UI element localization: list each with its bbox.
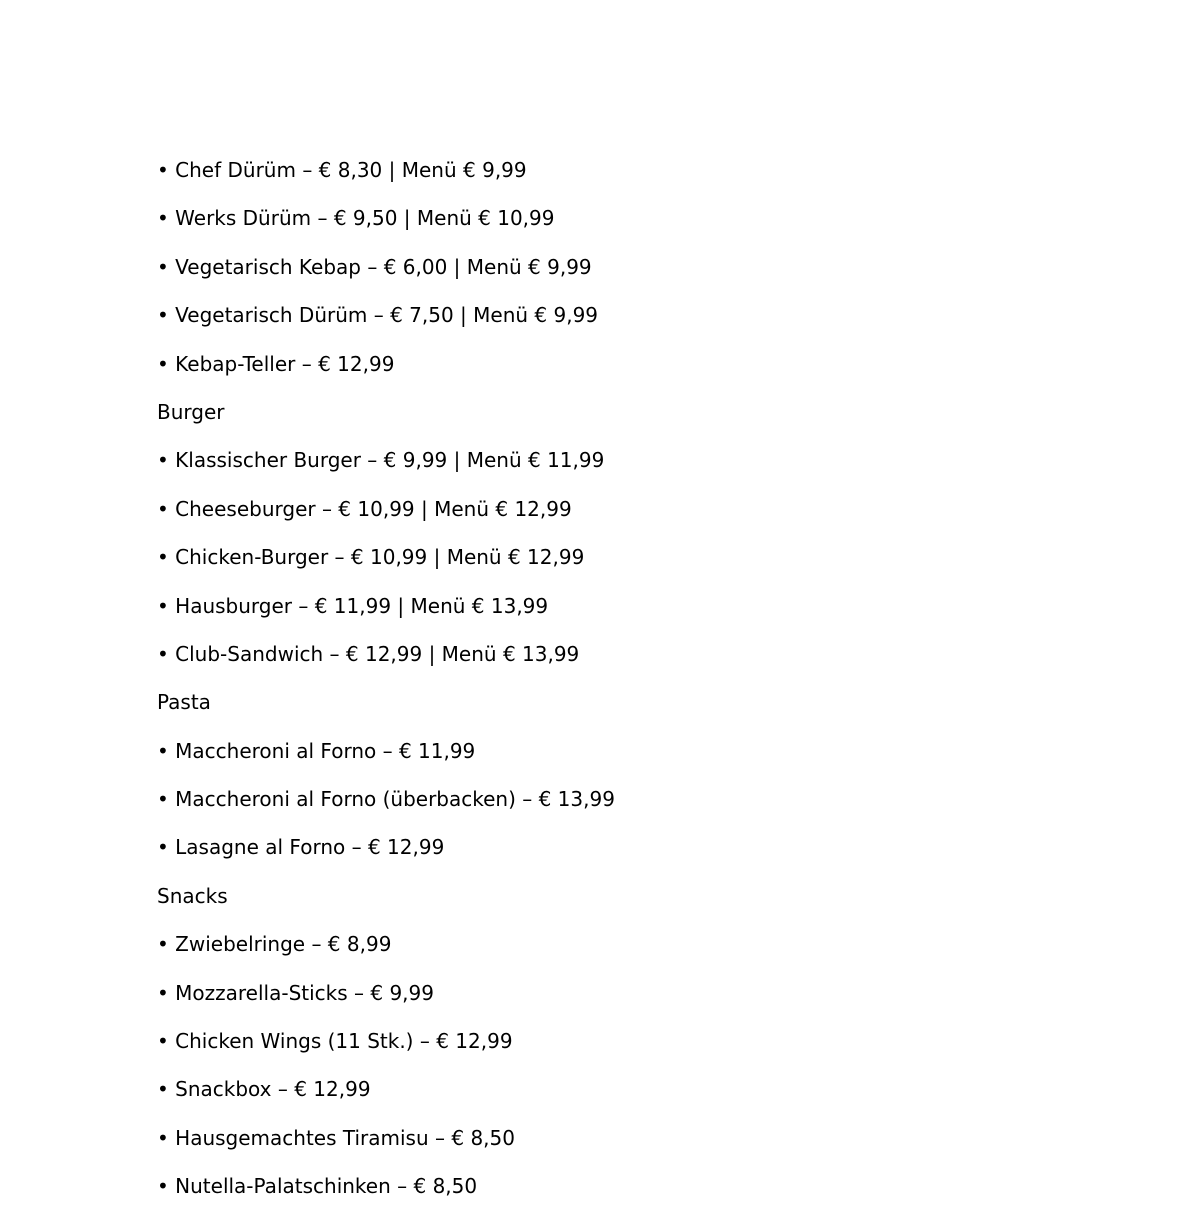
menu-item: • Snackbox – € 12,99 (157, 1077, 371, 1102)
section-heading-snacks: Snacks (157, 883, 228, 908)
menu-item: • Chicken-Burger – € 10,99 | Menü € 12,99 (157, 545, 585, 570)
menu-item: • Hausgemachtes Tiramisu – € 8,50 (157, 1125, 515, 1150)
menu-item: • Club-Sandwich – € 12,99 | Menü € 13,99 (157, 641, 580, 666)
section-heading-pasta: Pasta (157, 690, 211, 715)
menu-item: • Werks Dürüm – € 9,50 | Menü € 10,99 (157, 206, 555, 231)
menu-item: • Zwiebelringe – € 8,99 (157, 932, 392, 957)
menu-item: • Vegetarisch Kebap – € 6,00 | Menü € 9,99 (157, 254, 592, 279)
menu-item: • Maccheroni al Forno (überbacken) – € 13,99 (157, 787, 615, 812)
section-heading-burger: Burger (157, 399, 225, 424)
menu-item: • Mozzarella-Sticks – € 9,99 (157, 980, 434, 1005)
menu-item: • Vegetarisch Dürüm – € 7,50 | Menü € 9,99 (157, 303, 599, 328)
menu-item: • Kebap-Teller – € 12,99 (157, 351, 395, 376)
menu-document (157, 146, 1157, 1211)
menu-item: • Klassischer Burger – € 9,99 | Menü € 11,99 (157, 448, 605, 473)
menu-item: • Lasagne al Forno – € 12,99 (157, 835, 445, 860)
menu-item: • Chicken Wings (11 Stk.) – € 12,99 (157, 1029, 513, 1054)
menu-item: • Nutella-Palatschinken – € 8,50 (157, 1174, 478, 1199)
menu-item: • Cheeseburger – € 10,99 | Menü € 12,99 (157, 496, 572, 521)
menu-item: • Maccheroni al Forno – € 11,99 (157, 738, 476, 763)
menu-item: • Chef Dürüm – € 8,30 | Menü € 9,99 (157, 158, 527, 182)
menu-item: • Hausburger – € 11,99 | Menü € 13,99 (157, 593, 549, 618)
